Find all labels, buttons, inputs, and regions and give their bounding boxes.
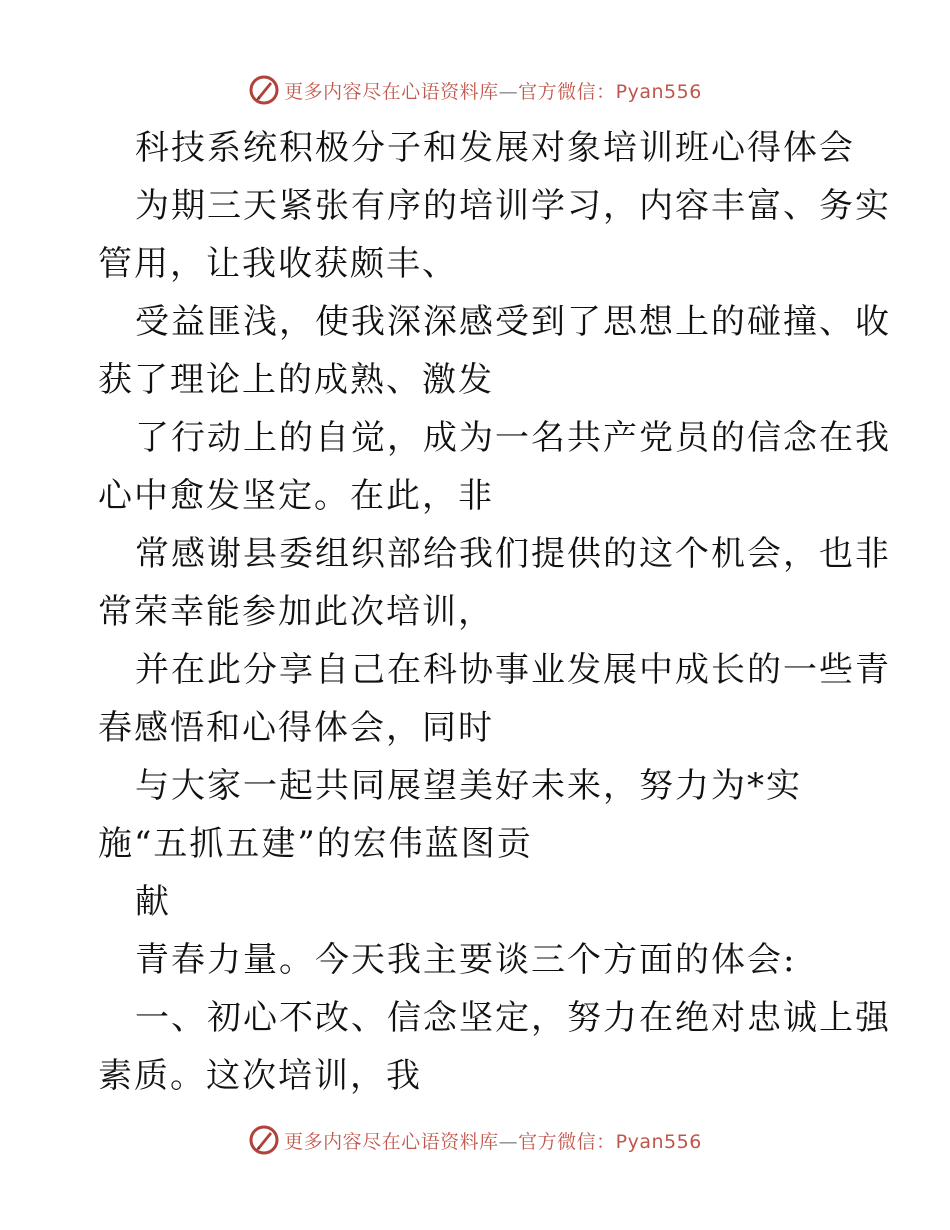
text-line: 并在此分享自己在科协事业发展中成长的一些青 bbox=[135, 650, 891, 690]
document-title: 科技系统积极分子和发展对象培训班心得体会 bbox=[135, 128, 855, 168]
watermark-wechat-text: 官方微信：Pyan556 bbox=[518, 1130, 702, 1153]
footer-watermark-banner bbox=[0, 1120, 950, 1160]
watermark-separator: — bbox=[498, 80, 519, 103]
text-line: 献 bbox=[135, 882, 171, 922]
text-line: 青春力量。今天我主要谈三个方面的体会: bbox=[135, 940, 797, 980]
watermark-separator: — bbox=[498, 1130, 519, 1153]
text-line: 常荣幸能参加此次培训， bbox=[98, 592, 494, 632]
text-line: 与大家一起共同展望美好未来，努力为*实 bbox=[135, 766, 802, 806]
quill-pen-logo-icon bbox=[248, 74, 280, 106]
text-line: 了行动上的自觉，成为一名共产党员的信念在我 bbox=[135, 418, 891, 458]
text-line: 管用，让我收获颇丰、 bbox=[98, 244, 458, 284]
header-watermark-banner bbox=[0, 70, 950, 110]
quill-pen-logo-icon bbox=[248, 1124, 280, 1156]
text-line: 施“五抓五建”的宏伟蓝图贡 bbox=[98, 824, 533, 864]
text-line: 一、初心不改、信念坚定，努力在绝对忠诚上强 bbox=[135, 998, 891, 1038]
watermark-main-text: 更多内容尽在心语资料库 bbox=[284, 80, 499, 103]
text-line: 为期三天紧张有序的培训学习，内容丰富、务实 bbox=[135, 186, 891, 226]
text-line: 心中愈发坚定。在此，非 bbox=[98, 476, 494, 516]
text-line: 常感谢县委组织部给我们提供的这个机会，也非 bbox=[135, 534, 891, 574]
watermark-text bbox=[284, 1127, 702, 1154]
watermark-wechat-text: 官方微信：Pyan556 bbox=[518, 80, 702, 103]
text-line: 素质。这次培训，我 bbox=[98, 1056, 422, 1096]
watermark-main-text: 更多内容尽在心语资料库 bbox=[284, 1130, 499, 1153]
text-line: 春感悟和心得体会，同时 bbox=[98, 708, 494, 748]
text-line: 获了理论上的成熟、激发 bbox=[98, 360, 494, 400]
text-line: 受益匪浅，使我深深感受到了思想上的碰撞、收 bbox=[135, 302, 891, 342]
watermark-text bbox=[284, 77, 702, 104]
